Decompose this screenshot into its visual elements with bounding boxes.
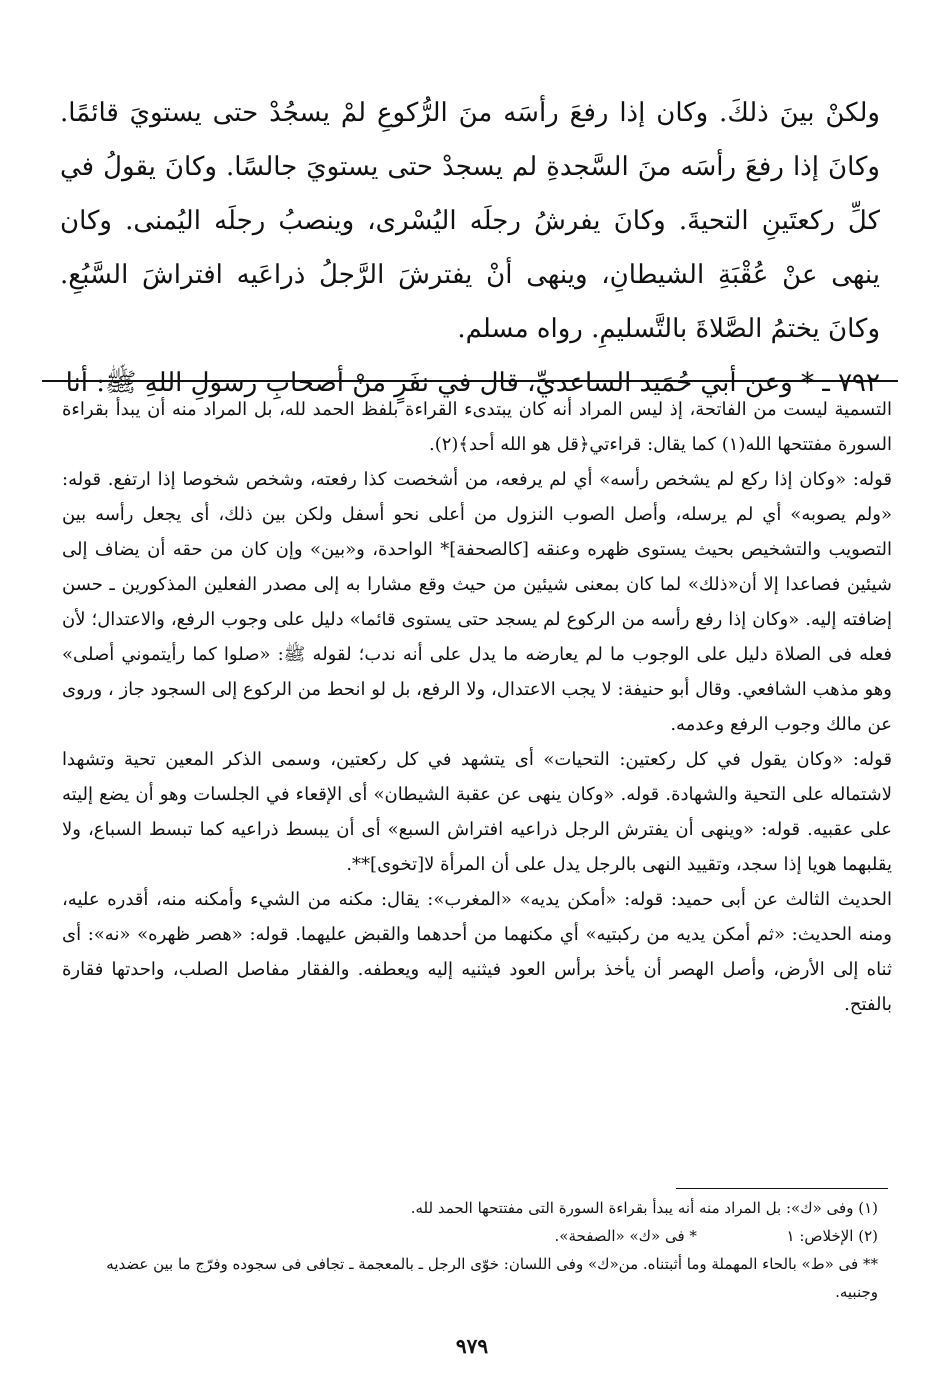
commentary-paragraph: التسمية ليست من الفاتحة، إذ ليس المراد أنه كان يبتدىء القراءة بلفظ الحمد لله، بل المراد منه أن يبدأ بقراءة السورة مفتتحها الله(١) كما يقال: قراءتي﴿قل هو الله أحد﴾(٢).	[62, 399, 892, 455]
footnote-2-reference: (٢) الإخلاص: ١	[786, 1227, 878, 1245]
section-divider	[42, 380, 898, 382]
footnote-3: ** فى «ط» بالحاء المهملة وما أثبتناه. من«ك» وفى اللسان: خوّى الرجل ـ بالمعجمة ـ تجافى فى سجوده وفرّج ما بين عضديه وجنبيه.	[106, 1255, 878, 1301]
footnote-divider	[676, 1188, 888, 1189]
footnote-2	[68, 1222, 878, 1250]
hadith-paragraph: ولكنْ بينَ ذلكَ. وكان إذا رفعَ رأسَه منَ الرُّكوعِ لمْ يسجُدْ حتى يستويَ قائمًا. وكانَ إذا رفعَ رأسَه منَ السَّجدةِ لم يسجدْ حتى يستويَ جالسًا. وكانَ يقولُ في كلِّ ركعتَينِ التحيةَ. وكانَ يفرشُ رجلَه اليُسْرى، وينصبُ رجلَه اليُمنى. وكان ينهى عنْ عُقْبَةِ الشيطانِ، وينهى أنْ يفترشَ الرَّجلُ ذراعَيه افتراشَ السَّبُعِ. وكانَ يختمُ الصَّلاةَ بالتَّسليمِ. رواه مسلم.	[60, 98, 880, 344]
main-hadith-text	[60, 86, 880, 410]
hadith-792-opening: ٧٩٢ ـ * وعن أبي حُمَيد الساعديِّ، قال في نفَرٍ منْ أصحابِ رسولِ اللهِ ﷺ: أنا	[65, 368, 880, 398]
commentary-paragraph: قوله: «وكان يقول في كل ركعتين: التحيات» أى يتشهد في كل ركعتين، وسمى الذكر المعين تحية وتشهدا لاشتماله على التحية والشهادة. قوله. «وكان ينهى عن عقبة الشيطان» أى الإقعاء في الجلسات وهو أن يضع إليته على عقبيه. قوله: «وينهى أن يفترش الرجل ذراعيه افتراش السبع» أى أن يبسط ذراعيه كما تبسط السباع، ولا يقلبهما هويا إذا سجد، وتقييد النهى بالرجل يدل على أن المرأة لا[تخوى]**.	[62, 749, 892, 875]
page-number: ٩٧٩	[455, 1334, 489, 1358]
footnote-2-note: * فى «ك» «الصفحة».	[554, 1227, 697, 1245]
commentary-section	[62, 392, 892, 1022]
commentary-paragraph: الحديث الثالث عن أبى حميد: قوله: «أمكن يديه» «المغرب»: يقال: مكنه من الشيء وأمكنه منه، أقدره عليه، ومنه الحديث: «ثم أمكن يديه من ركبتيه» أي مكنهما من أحدهما والقبض عليهما. قوله: «هصر ظهره» «نه»: أى ثناه إلى الأرض، وأصل الهصر أن يأخذ برأس العود فيثنيه إليه ويعطفه. والفقار مفاصل الصلب، واحدتها فقارة بالفتح.	[62, 889, 892, 1015]
footnotes-section	[68, 1194, 878, 1306]
commentary-paragraph: قوله: «وكان إذا ركع لم يشخص رأسه» أي لم يرفعه، من أشخصت كذا رفعته، وشخص شخوصا إذا ارتفع. قوله: «ولم يصوبه» أي لم يرسله، وأصل الصوب النزول من أعلى نحو أسفل ولكن بين ذلك، أى يجعل رأسه بين التصويب والتشخيص بحيث يستوى ظهره وعنقه [كالصحفة]* الواحدة، و«بين» وإن كان من حقه أن يضاف إلى شيئين فصاعدا إلا أن«ذلك» لما كان بمعنى شيئين من حيث وقع مشارا به إلى مصدر الفعلين المذكورين ـ حسن إضافته إليه. «وكان إذا رفع رأسه من الركوع لم يسجد حتى يستوى قائما» دليل على وجوب الرفع، والاعتدال؛ لأن فعله فى الصلاة دليل على الوجوب ما لم يعارضه ما يدل على أنه ندب؛ لقوله ﷺ: «صلوا كما رأيتموني أصلى» وهو مذهب الشافعي. وقال أبو حنيفة: لا يجب الاعتدال، ولا الرفع، بل لو انحط من الركوع إلى السجود جاز ، وروى عن مالك وجوب الرفع وعدمه.	[62, 469, 892, 735]
footnote-1: (١) وفى «ك»: بل المراد منه أنه يبدأ بقراءة السورة التى مفتتحها الحمد لله.	[410, 1199, 878, 1217]
